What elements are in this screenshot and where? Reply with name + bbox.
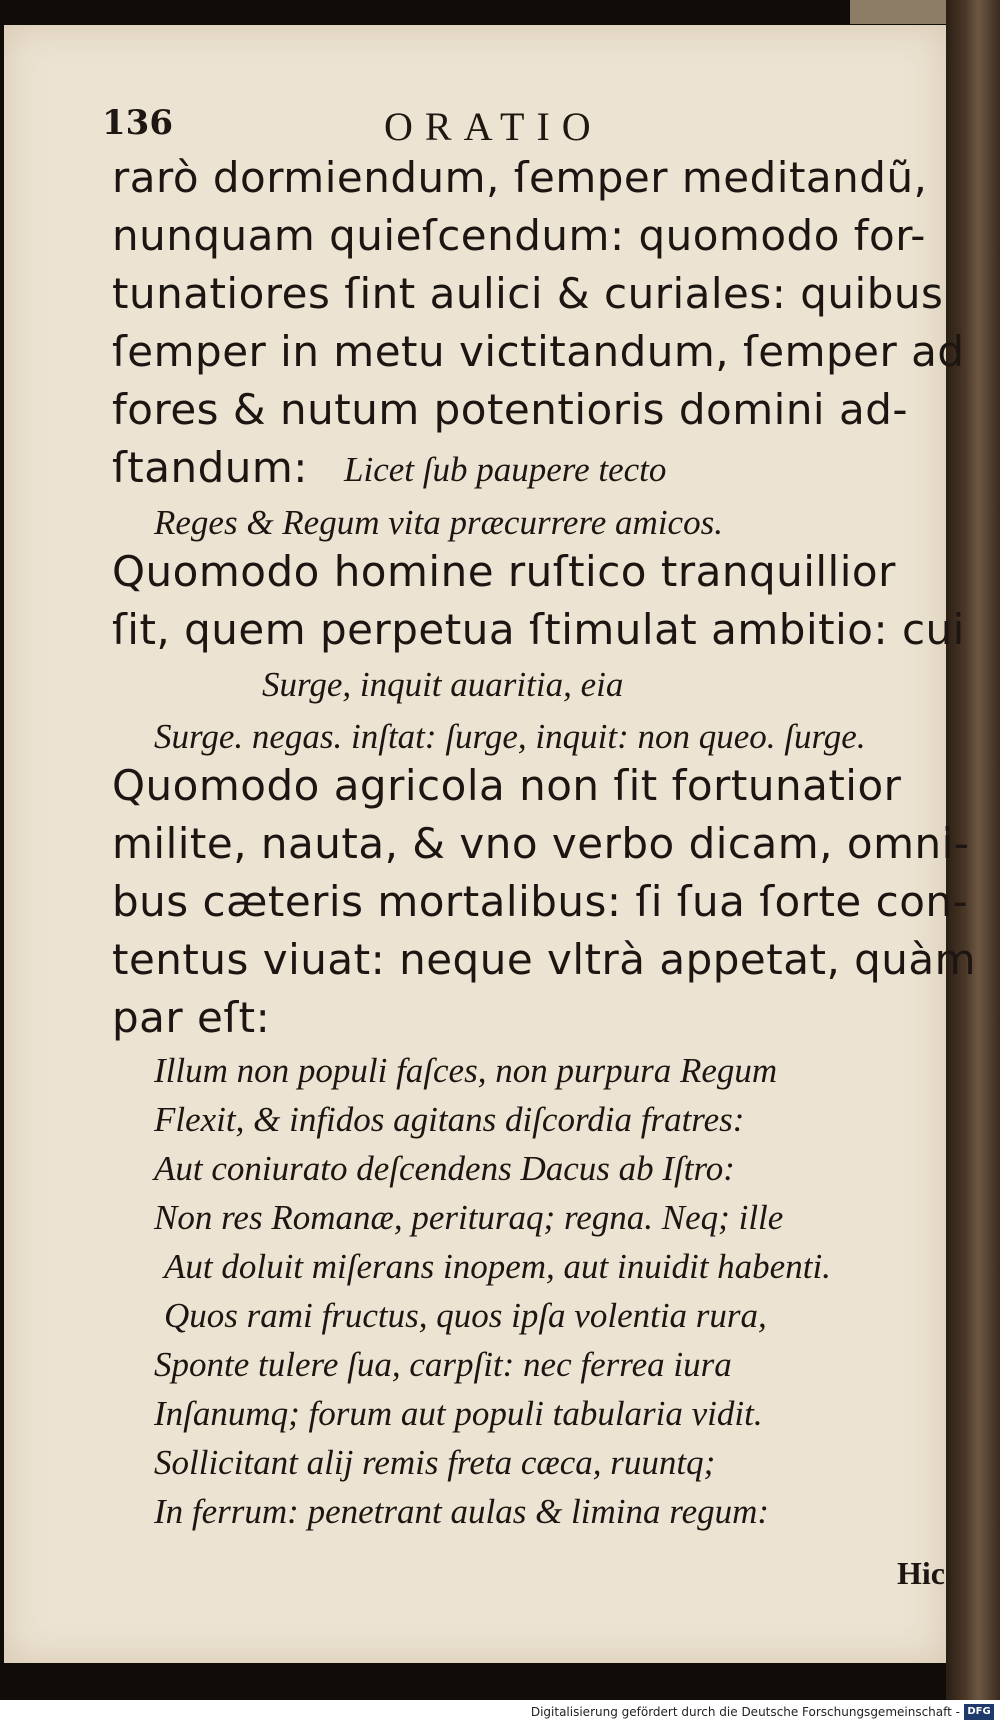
- verse-line: In ferrum: penetrant aulas & limina regum:: [154, 1492, 770, 1531]
- text-line: fores & nutum potentioris domini ad-: [112, 385, 909, 434]
- text-line: tentus viuat: neque vltrà appetat, quàm: [112, 935, 977, 984]
- text-line: Quomodo homine ruſtico tranquillior: [112, 547, 896, 596]
- verse-line: Aut doluit miſerans inopem, aut inuidit habenti.: [164, 1247, 831, 1286]
- text-line: tunatiores ſint aulici & curiales: quibus: [112, 269, 944, 318]
- verse-line: Surge, inquit auaritia, eia: [262, 665, 624, 704]
- verse-line: Surge. negas. inſtat: ſurge, inquit: non queo. ſurge.: [154, 717, 866, 756]
- text-line: Quomodo agricola non ſit fortunatior: [112, 761, 902, 810]
- text-line: bus cæteris mortalibus: ſi ſua ſorte con-: [112, 877, 969, 926]
- catchword: Hic: [897, 1555, 945, 1591]
- dfg-logo: DFG: [964, 1704, 994, 1720]
- verse-line: Aut coniurato deſcendens Dacus ab Iſtro:: [154, 1149, 735, 1188]
- funding-credit: Digitalisierung gefördert durch die Deutsche Forschungsgemeinschaft -: [530, 1705, 960, 1719]
- book-page: [4, 25, 977, 1663]
- text-line: ſtandum:: [112, 443, 308, 492]
- running-head: [4, 103, 946, 153]
- digitization-footer: [0, 1700, 1000, 1726]
- verse-line: Flexit, & infidos agitans diſcordia fratres:: [154, 1100, 745, 1139]
- text-line: milite, nauta, & vno verbo dicam, omni-: [112, 819, 970, 868]
- verse-line: Non res Romanæ, perituraq; regna. Neq; ille: [154, 1198, 784, 1237]
- text-line: rarò dormiendum, ſemper meditandũ,: [112, 153, 928, 202]
- text-line: nunquam quieſcendum: quomodo for-: [112, 211, 926, 260]
- text-line: ſit, quem perpetua ſtimulat ambitio: cui: [112, 605, 965, 654]
- running-title: ORATIO: [384, 104, 603, 149]
- verse-line: Reges & Regum vita præcurrere amicos.: [154, 503, 723, 542]
- verse-line: Licet ſub paupere tecto: [344, 450, 667, 489]
- verse-line: Sollicitant alij remis freta cæca, ruuntq;: [154, 1443, 716, 1482]
- verse-line: Quos rami fructus, quos ipſa volentia rura,: [164, 1296, 767, 1335]
- text-line: par eſt:: [112, 993, 271, 1042]
- verse-line: Sponte tulere ſua, carpſit: nec ferrea iura: [154, 1345, 732, 1384]
- verse-line: Illum non populi faſces, non purpura Regum: [154, 1051, 778, 1090]
- verse-line: Inſanumq; forum aut populi tabularia vidit.: [154, 1394, 763, 1433]
- text-line: ſemper in metu victitandum, ſemper ad: [112, 327, 965, 376]
- page-number: 136: [102, 103, 173, 143]
